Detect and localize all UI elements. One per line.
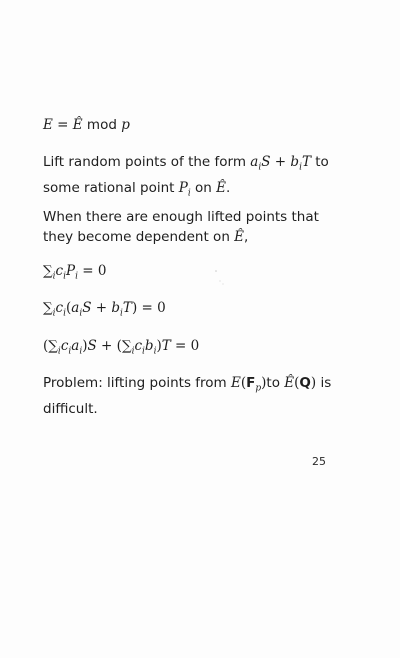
- plus-sign: +: [96, 338, 117, 354]
- symbol-E: E: [43, 117, 53, 133]
- subscript-i: i: [75, 271, 78, 282]
- sigma-symbol: ∑: [48, 338, 58, 354]
- symbol-E-hat: Ê: [216, 179, 227, 196]
- field-F: F: [246, 375, 256, 391]
- symbol-E-hat: Ê: [234, 229, 245, 245]
- subscript-i: i: [153, 346, 157, 357]
- subscript-i: i: [299, 162, 302, 173]
- subscript-i: i: [79, 308, 83, 319]
- symbol-c: c: [60, 338, 69, 354]
- symbol-c: c: [134, 338, 143, 354]
- subscript-i: i: [68, 346, 72, 357]
- symbol-a: a: [71, 300, 80, 316]
- symbol-b: b: [144, 338, 154, 354]
- problem-text-3: is difficult.: [43, 375, 332, 417]
- symbol-E: E: [230, 375, 241, 391]
- equation-sum-1: [43, 261, 106, 287]
- subscript-i: i: [120, 308, 123, 319]
- subscript-i: i: [79, 346, 83, 357]
- sigma-symbol: ∑: [121, 338, 132, 354]
- lift-text-1: Lift random points of the form: [43, 154, 251, 170]
- symbol-c: c: [55, 300, 64, 316]
- symbol-S: S: [87, 338, 97, 354]
- open-paren: (: [43, 338, 49, 354]
- symbol-b: b: [111, 300, 121, 316]
- symbol-T: T: [301, 154, 311, 170]
- symbol-T: T: [161, 338, 171, 354]
- symbol-S: S: [261, 154, 271, 170]
- sigma-symbol: ∑: [43, 300, 53, 316]
- open-paren: (: [240, 375, 247, 391]
- open-paren: (: [294, 375, 300, 391]
- symbol-a: a: [71, 338, 80, 354]
- subscript-i: i: [52, 271, 56, 282]
- problem-text-1: Problem: lifting points from: [43, 375, 231, 391]
- symbol-P: P: [65, 263, 76, 279]
- subscript-i: i: [142, 346, 145, 357]
- plus-sign: +: [91, 300, 112, 316]
- sigma-symbol: ∑: [43, 263, 53, 279]
- equals-sign: =: [52, 117, 73, 133]
- field-Q: Q: [299, 375, 311, 391]
- symbol-P: P: [178, 179, 188, 196]
- close-paren: ): [156, 338, 162, 354]
- equation-sum-3: [43, 336, 199, 362]
- symbol-a: a: [250, 154, 259, 170]
- equals-zero: = 0: [77, 263, 107, 279]
- close-paren: ): [131, 300, 138, 316]
- close-paren: ): [261, 375, 267, 391]
- subscript-i: i: [258, 162, 262, 173]
- lift-text-2: to some rational point: [43, 154, 329, 196]
- subscript-p: p: [255, 383, 262, 394]
- symbol-S: S: [82, 300, 92, 316]
- subscript-i: i: [52, 308, 56, 319]
- equation-mod-p: [43, 115, 130, 135]
- symbol-c: c: [55, 263, 64, 279]
- lift-text-3: on: [190, 179, 217, 196]
- paragraph-dependent: [43, 207, 353, 247]
- symbol-E-hat: Ê: [284, 375, 295, 391]
- paragraph-problem: [43, 373, 353, 419]
- symbol-b: b: [290, 154, 300, 170]
- problem-text-2: to: [266, 375, 285, 391]
- paragraph-lift: [43, 152, 353, 203]
- scan-speck: [213, 268, 227, 288]
- symbol-E-hat: Ê: [72, 117, 83, 133]
- subscript-i: i: [187, 188, 191, 199]
- dependent-text-1: When there are enough lifted points that they become dependent on: [43, 209, 319, 245]
- open-paren: (: [65, 300, 72, 316]
- mod-word: mod: [82, 117, 122, 133]
- equals-zero: = 0: [170, 338, 200, 354]
- equals-zero: = 0: [137, 300, 166, 316]
- symbol-T: T: [122, 300, 132, 316]
- close-paren: ): [82, 338, 88, 354]
- plus-sign: +: [270, 154, 291, 170]
- page-number: 25: [312, 455, 326, 468]
- close-paren: ): [310, 375, 317, 391]
- subscript-i: i: [63, 308, 66, 319]
- subscript-i: i: [131, 346, 135, 357]
- dependent-text-2: ,: [244, 229, 249, 245]
- subscript-i: i: [57, 346, 61, 357]
- symbol-p: p: [121, 117, 130, 133]
- lift-text-4: .: [226, 179, 231, 196]
- equation-sum-2: [43, 298, 166, 324]
- open-paren: (: [116, 338, 122, 354]
- subscript-i: i: [63, 271, 66, 282]
